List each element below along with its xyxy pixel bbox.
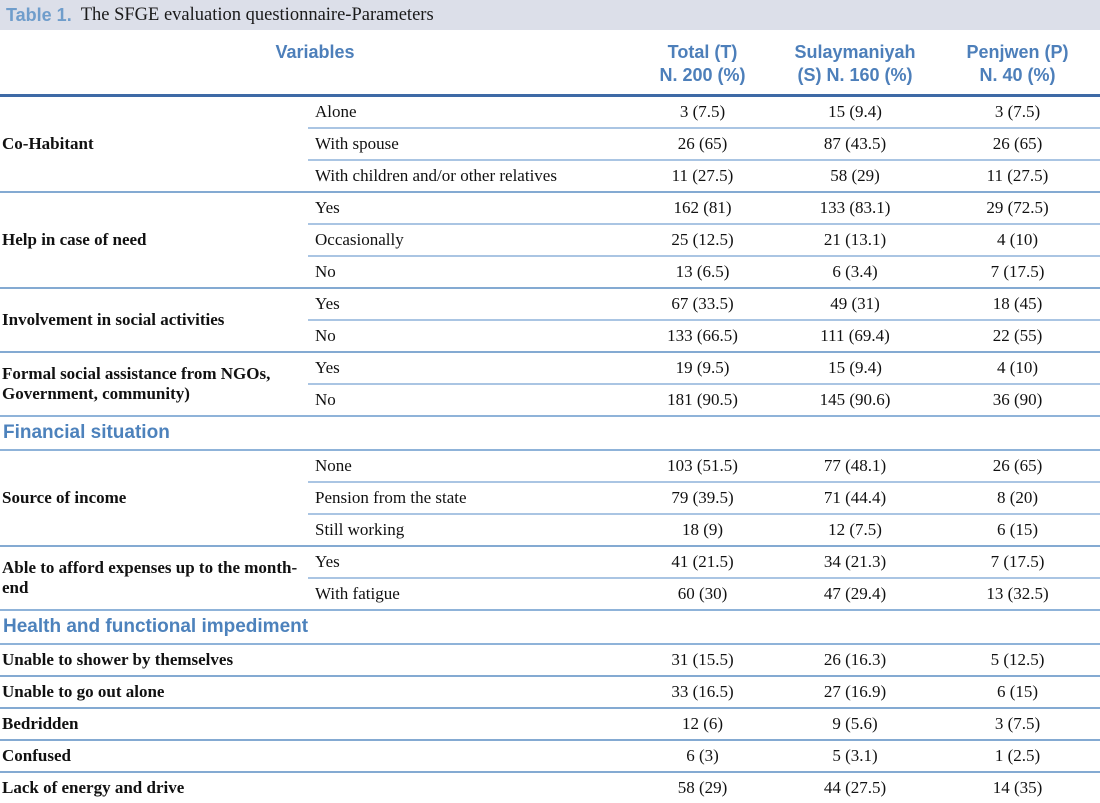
table-caption-text: The SFGE evaluation questionnaire-Parameters xyxy=(80,4,434,25)
sulaymaniyah-cell: 58 (29) xyxy=(775,160,935,192)
col-header-variables: Variables xyxy=(0,30,630,96)
variable-group-label: Formal social assistance from NGOs, Government, community) xyxy=(0,352,308,416)
sulaymaniyah-cell: 133 (83.1) xyxy=(775,192,935,224)
table-row xyxy=(0,676,1100,708)
total-cell: 19 (9.5) xyxy=(630,352,775,384)
subcategory-cell: No xyxy=(308,384,630,416)
subcategory-cell: None xyxy=(308,450,630,482)
table-row xyxy=(0,644,1100,676)
col-header-sulaymaniyah-line1: Sulaymaniyah xyxy=(794,42,916,62)
col-header-sulaymaniyah xyxy=(775,30,935,96)
sulaymaniyah-cell: 15 (9.4) xyxy=(775,352,935,384)
total-cell: 67 (33.5) xyxy=(630,288,775,320)
total-cell: 25 (12.5) xyxy=(630,224,775,256)
sulaymaniyah-cell: 27 (16.9) xyxy=(775,676,935,708)
total-cell: 18 (9) xyxy=(630,514,775,546)
penjwen-cell: 8 (20) xyxy=(935,482,1100,514)
table-row xyxy=(0,288,1100,320)
table-row xyxy=(0,192,1100,224)
col-header-total xyxy=(630,30,775,96)
subcategory-cell: Yes xyxy=(308,546,630,578)
penjwen-cell: 6 (15) xyxy=(935,676,1100,708)
variable-label: Bedridden xyxy=(0,708,630,740)
subcategory-cell: Yes xyxy=(308,192,630,224)
penjwen-cell: 3 (7.5) xyxy=(935,96,1100,129)
subcategory-cell: With children and/or other relatives xyxy=(308,160,630,192)
variable-group-label: Help in case of need xyxy=(0,192,308,288)
table-row xyxy=(0,708,1100,740)
penjwen-cell: 36 (90) xyxy=(935,384,1100,416)
subcategory-cell: Pension from the state xyxy=(308,482,630,514)
subcategory-cell: Alone xyxy=(308,96,630,129)
sulaymaniyah-cell: 34 (21.3) xyxy=(775,546,935,578)
table-body xyxy=(0,96,1100,803)
variable-group-label: Able to afford expenses up to the month-end xyxy=(0,546,308,610)
penjwen-cell: 22 (55) xyxy=(935,320,1100,352)
section-header-row xyxy=(0,610,1100,644)
total-cell: 58 (29) xyxy=(630,772,775,803)
sulaymaniyah-cell: 12 (7.5) xyxy=(775,514,935,546)
penjwen-cell: 14 (35) xyxy=(935,772,1100,803)
sulaymaniyah-cell: 87 (43.5) xyxy=(775,128,935,160)
penjwen-cell: 3 (7.5) xyxy=(935,708,1100,740)
col-header-penjwen-line1: Penjwen (P) xyxy=(966,42,1069,62)
table-row xyxy=(0,772,1100,803)
table-row xyxy=(0,352,1100,384)
col-header-total-line2: N. 200 (%) xyxy=(659,64,746,85)
sulaymaniyah-cell: 15 (9.4) xyxy=(775,96,935,129)
penjwen-cell: 7 (17.5) xyxy=(935,256,1100,288)
table-row xyxy=(0,96,1100,129)
penjwen-cell: 11 (27.5) xyxy=(935,160,1100,192)
penjwen-cell: 13 (32.5) xyxy=(935,578,1100,610)
variable-group-label: Source of income xyxy=(0,450,308,546)
penjwen-cell: 5 (12.5) xyxy=(935,644,1100,676)
col-header-sulaymaniyah-line2: (S) N. 160 (%) xyxy=(797,64,913,85)
total-cell: 162 (81) xyxy=(630,192,775,224)
total-cell: 3 (7.5) xyxy=(630,96,775,129)
total-cell: 12 (6) xyxy=(630,708,775,740)
total-cell: 11 (27.5) xyxy=(630,160,775,192)
penjwen-cell: 4 (10) xyxy=(935,224,1100,256)
variable-group-label: Co-Habitant xyxy=(0,96,308,193)
variable-label: Unable to shower by themselves xyxy=(0,644,630,676)
table-row xyxy=(0,740,1100,772)
sulaymaniyah-cell: 71 (44.4) xyxy=(775,482,935,514)
table-row xyxy=(0,450,1100,482)
total-cell: 41 (21.5) xyxy=(630,546,775,578)
sulaymaniyah-cell: 47 (29.4) xyxy=(775,578,935,610)
col-header-total-line1: Total (T) xyxy=(667,42,738,62)
total-cell: 60 (30) xyxy=(630,578,775,610)
sulaymaniyah-cell: 44 (27.5) xyxy=(775,772,935,803)
total-cell: 31 (15.5) xyxy=(630,644,775,676)
total-cell: 181 (90.5) xyxy=(630,384,775,416)
section-header: Financial situation xyxy=(0,416,1100,450)
subcategory-cell: No xyxy=(308,320,630,352)
table-header xyxy=(0,30,1100,96)
col-header-penjwen-line2: N. 40 (%) xyxy=(979,64,1056,85)
col-header-penjwen xyxy=(935,30,1100,96)
variable-label: Lack of energy and drive xyxy=(0,772,630,803)
subcategory-cell: With spouse xyxy=(308,128,630,160)
total-cell: 33 (16.5) xyxy=(630,676,775,708)
subcategory-cell: With fatigue xyxy=(308,578,630,610)
sulaymaniyah-cell: 9 (5.6) xyxy=(775,708,935,740)
sulaymaniyah-cell: 5 (3.1) xyxy=(775,740,935,772)
variable-label: Confused xyxy=(0,740,630,772)
total-cell: 79 (39.5) xyxy=(630,482,775,514)
subcategory-cell: No xyxy=(308,256,630,288)
sulaymaniyah-cell: 111 (69.4) xyxy=(775,320,935,352)
total-cell: 6 (3) xyxy=(630,740,775,772)
penjwen-cell: 26 (65) xyxy=(935,128,1100,160)
subcategory-cell: Occasionally xyxy=(308,224,630,256)
subcategory-cell: Still working xyxy=(308,514,630,546)
total-cell: 103 (51.5) xyxy=(630,450,775,482)
penjwen-cell: 18 (45) xyxy=(935,288,1100,320)
sulaymaniyah-cell: 145 (90.6) xyxy=(775,384,935,416)
sfge-evaluation-table xyxy=(0,30,1100,803)
total-cell: 26 (65) xyxy=(630,128,775,160)
sulaymaniyah-cell: 26 (16.3) xyxy=(775,644,935,676)
table-caption-band xyxy=(0,0,1100,30)
sulaymaniyah-cell: 6 (3.4) xyxy=(775,256,935,288)
penjwen-cell: 6 (15) xyxy=(935,514,1100,546)
subcategory-cell: Yes xyxy=(308,352,630,384)
header-row xyxy=(0,30,1100,96)
penjwen-cell: 1 (2.5) xyxy=(935,740,1100,772)
variable-label: Unable to go out alone xyxy=(0,676,630,708)
total-cell: 13 (6.5) xyxy=(630,256,775,288)
sulaymaniyah-cell: 21 (13.1) xyxy=(775,224,935,256)
table-caption-number: Table 1. xyxy=(6,4,72,25)
section-header-row xyxy=(0,416,1100,450)
penjwen-cell: 29 (72.5) xyxy=(935,192,1100,224)
penjwen-cell: 26 (65) xyxy=(935,450,1100,482)
sulaymaniyah-cell: 77 (48.1) xyxy=(775,450,935,482)
total-cell: 133 (66.5) xyxy=(630,320,775,352)
table-row xyxy=(0,546,1100,578)
variable-group-label: Involvement in social activities xyxy=(0,288,308,352)
section-header: Health and functional impediment xyxy=(0,610,1100,644)
subcategory-cell: Yes xyxy=(308,288,630,320)
sulaymaniyah-cell: 49 (31) xyxy=(775,288,935,320)
penjwen-cell: 7 (17.5) xyxy=(935,546,1100,578)
penjwen-cell: 4 (10) xyxy=(935,352,1100,384)
